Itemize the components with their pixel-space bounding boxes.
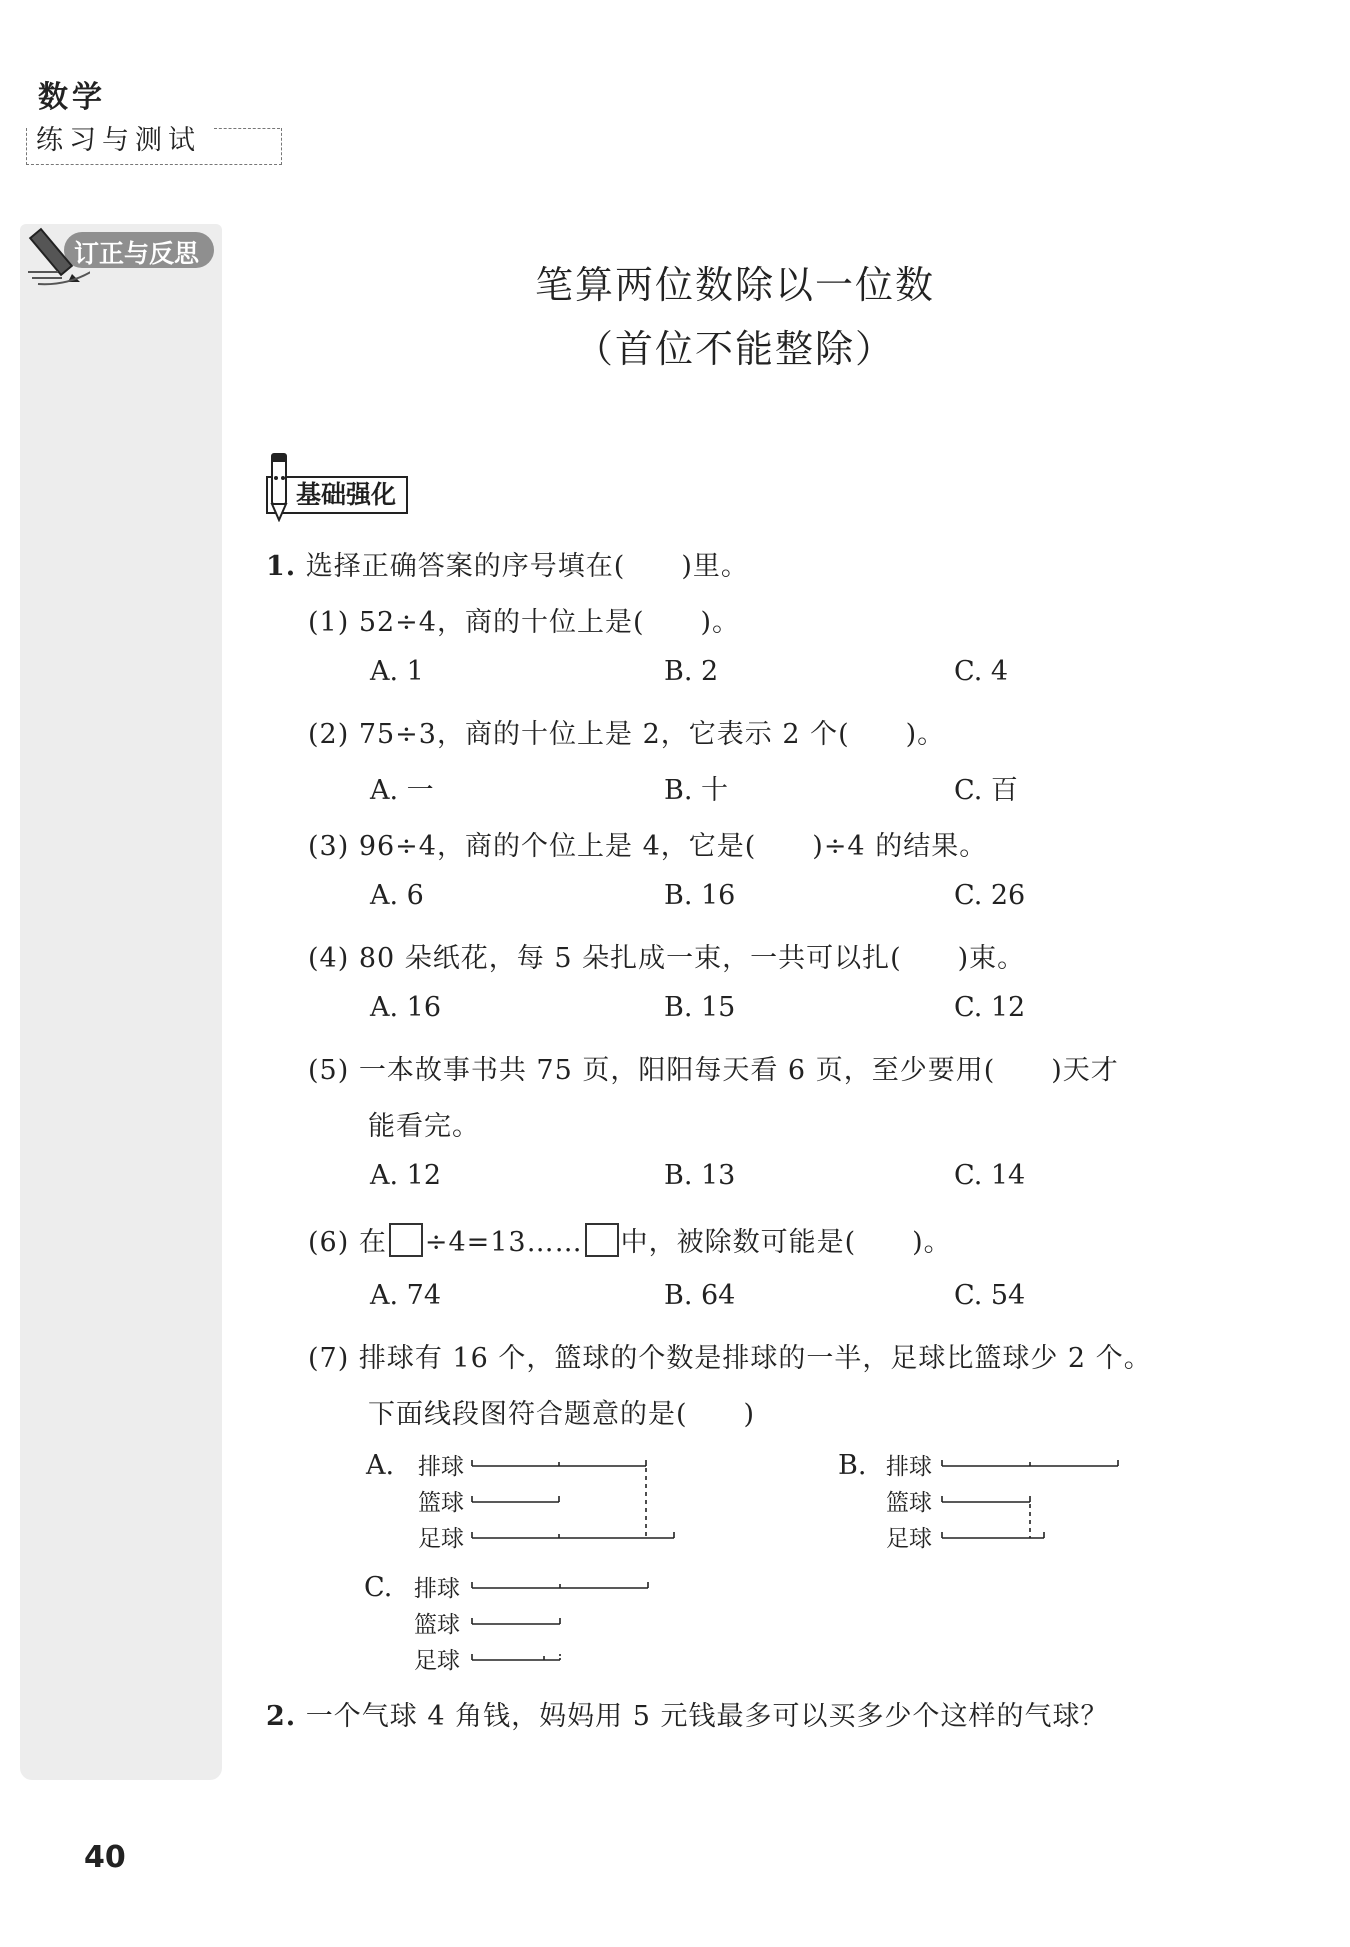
option-3c: C. 26 <box>954 880 1026 911</box>
option-2c: C. 百 <box>954 775 1018 806</box>
segment-diagram-b <box>940 1450 1140 1560</box>
diagram-b-football-label: 足球 <box>886 1526 932 1552</box>
sub-question-6 <box>308 1220 952 1259</box>
blank-box-remainder[interactable] <box>585 1223 619 1257</box>
sub-question-7-cont: 下面线段图符合题意的是( ) <box>368 1399 756 1430</box>
segment-diagram-c <box>470 1572 670 1682</box>
segment-diagram-a <box>470 1450 690 1560</box>
question-2-number: 2. <box>266 1701 297 1732</box>
diagram-a-letter: A. <box>366 1450 395 1481</box>
option-4a: A. 16 <box>370 992 442 1023</box>
blank-box-dividend[interactable] <box>389 1223 423 1257</box>
sub-question-3: (3) 96÷4，商的个位上是 4，它是( )÷4 的结果。 <box>308 831 988 862</box>
option-4b: B. 15 <box>664 992 736 1023</box>
sidebar-tab-label: 订正与反思 <box>74 239 200 268</box>
sub-question-5: (5) 一本故事书共 75 页，阳阳每天看 6 页，至少要用( )天才 <box>308 1055 1119 1086</box>
pencil-mascot-icon <box>264 452 294 522</box>
section-badge: 基础强化 <box>266 476 408 514</box>
option-1a: A. 1 <box>370 656 424 687</box>
sub-question-5-cont: 能看完。 <box>368 1111 480 1142</box>
diagram-b-basketball-label: 篮球 <box>886 1490 932 1516</box>
sub-question-7: (7) 排球有 16 个，篮球的个数是排球的一半，足球比篮球少 2 个。 <box>308 1343 1152 1374</box>
sub-question-6-part-c: 中，被除数可能是( )。 <box>620 1227 952 1258</box>
question-1-number: 1. <box>266 551 297 582</box>
sub-question-6-part-a: (6) 在 <box>308 1227 387 1258</box>
sub-question-1: (1) 52÷4，商的十位上是( )。 <box>308 607 741 638</box>
option-1c: C. 4 <box>954 656 1009 687</box>
diagram-c-basketball-label: 篮球 <box>414 1612 460 1638</box>
option-6b: B. 64 <box>664 1280 736 1311</box>
question-1-text: 选择正确答案的序号填在( )里。 <box>305 551 749 582</box>
correction-sidebar <box>20 224 222 1780</box>
diagram-c-football-label: 足球 <box>414 1648 460 1674</box>
header-dashed-box <box>26 128 282 165</box>
option-2b: B. 十 <box>664 775 729 806</box>
sub-question-4: (4) 80 朵纸花，每 5 朵扎成一束，一共可以扎( )束。 <box>308 943 1026 974</box>
option-4c: C. 12 <box>954 992 1026 1023</box>
option-3a: A. 6 <box>370 880 424 911</box>
sidebar-tab <box>28 232 216 270</box>
option-3b: B. 16 <box>664 880 736 911</box>
page-subtitle: （首位不能整除） <box>574 327 895 371</box>
diagram-b-letter: B. <box>838 1450 867 1481</box>
header-dashed-line <box>214 128 280 129</box>
option-5a: A. 12 <box>370 1160 442 1191</box>
option-6c: C. 54 <box>954 1280 1026 1311</box>
sub-question-6-part-b: ÷4=13…… <box>424 1227 583 1258</box>
option-5b: B. 13 <box>664 1160 736 1191</box>
diagram-b-volleyball-label: 排球 <box>886 1454 932 1480</box>
diagram-a-basketball-label: 篮球 <box>418 1490 464 1516</box>
option-1b: B. 2 <box>664 656 719 687</box>
subject-label: 数学 <box>38 80 106 115</box>
book-title: 练习与测试 <box>36 125 201 156</box>
diagram-c-letter: C. <box>364 1572 393 1603</box>
diagram-a-volleyball-label: 排球 <box>418 1454 464 1480</box>
question-1-stem <box>266 544 749 583</box>
question-2 <box>266 1694 1108 1733</box>
page-title: 笔算两位数除以一位数 <box>534 263 935 307</box>
sub-question-2: (2) 75÷3，商的十位上是 2，它表示 2 个( )。 <box>308 719 946 750</box>
question-2-text: 一个气球 4 角钱，妈妈用 5 元钱最多可以买多少个这样的气球？ <box>305 1701 1109 1732</box>
option-6a: A. 74 <box>370 1280 442 1311</box>
diagram-a-football-label: 足球 <box>418 1526 464 1552</box>
option-5c: C. 14 <box>954 1160 1026 1191</box>
diagram-c-volleyball-label: 排球 <box>414 1576 460 1602</box>
page-number: 40 <box>84 1840 126 1875</box>
option-2a: A. 一 <box>370 775 434 806</box>
